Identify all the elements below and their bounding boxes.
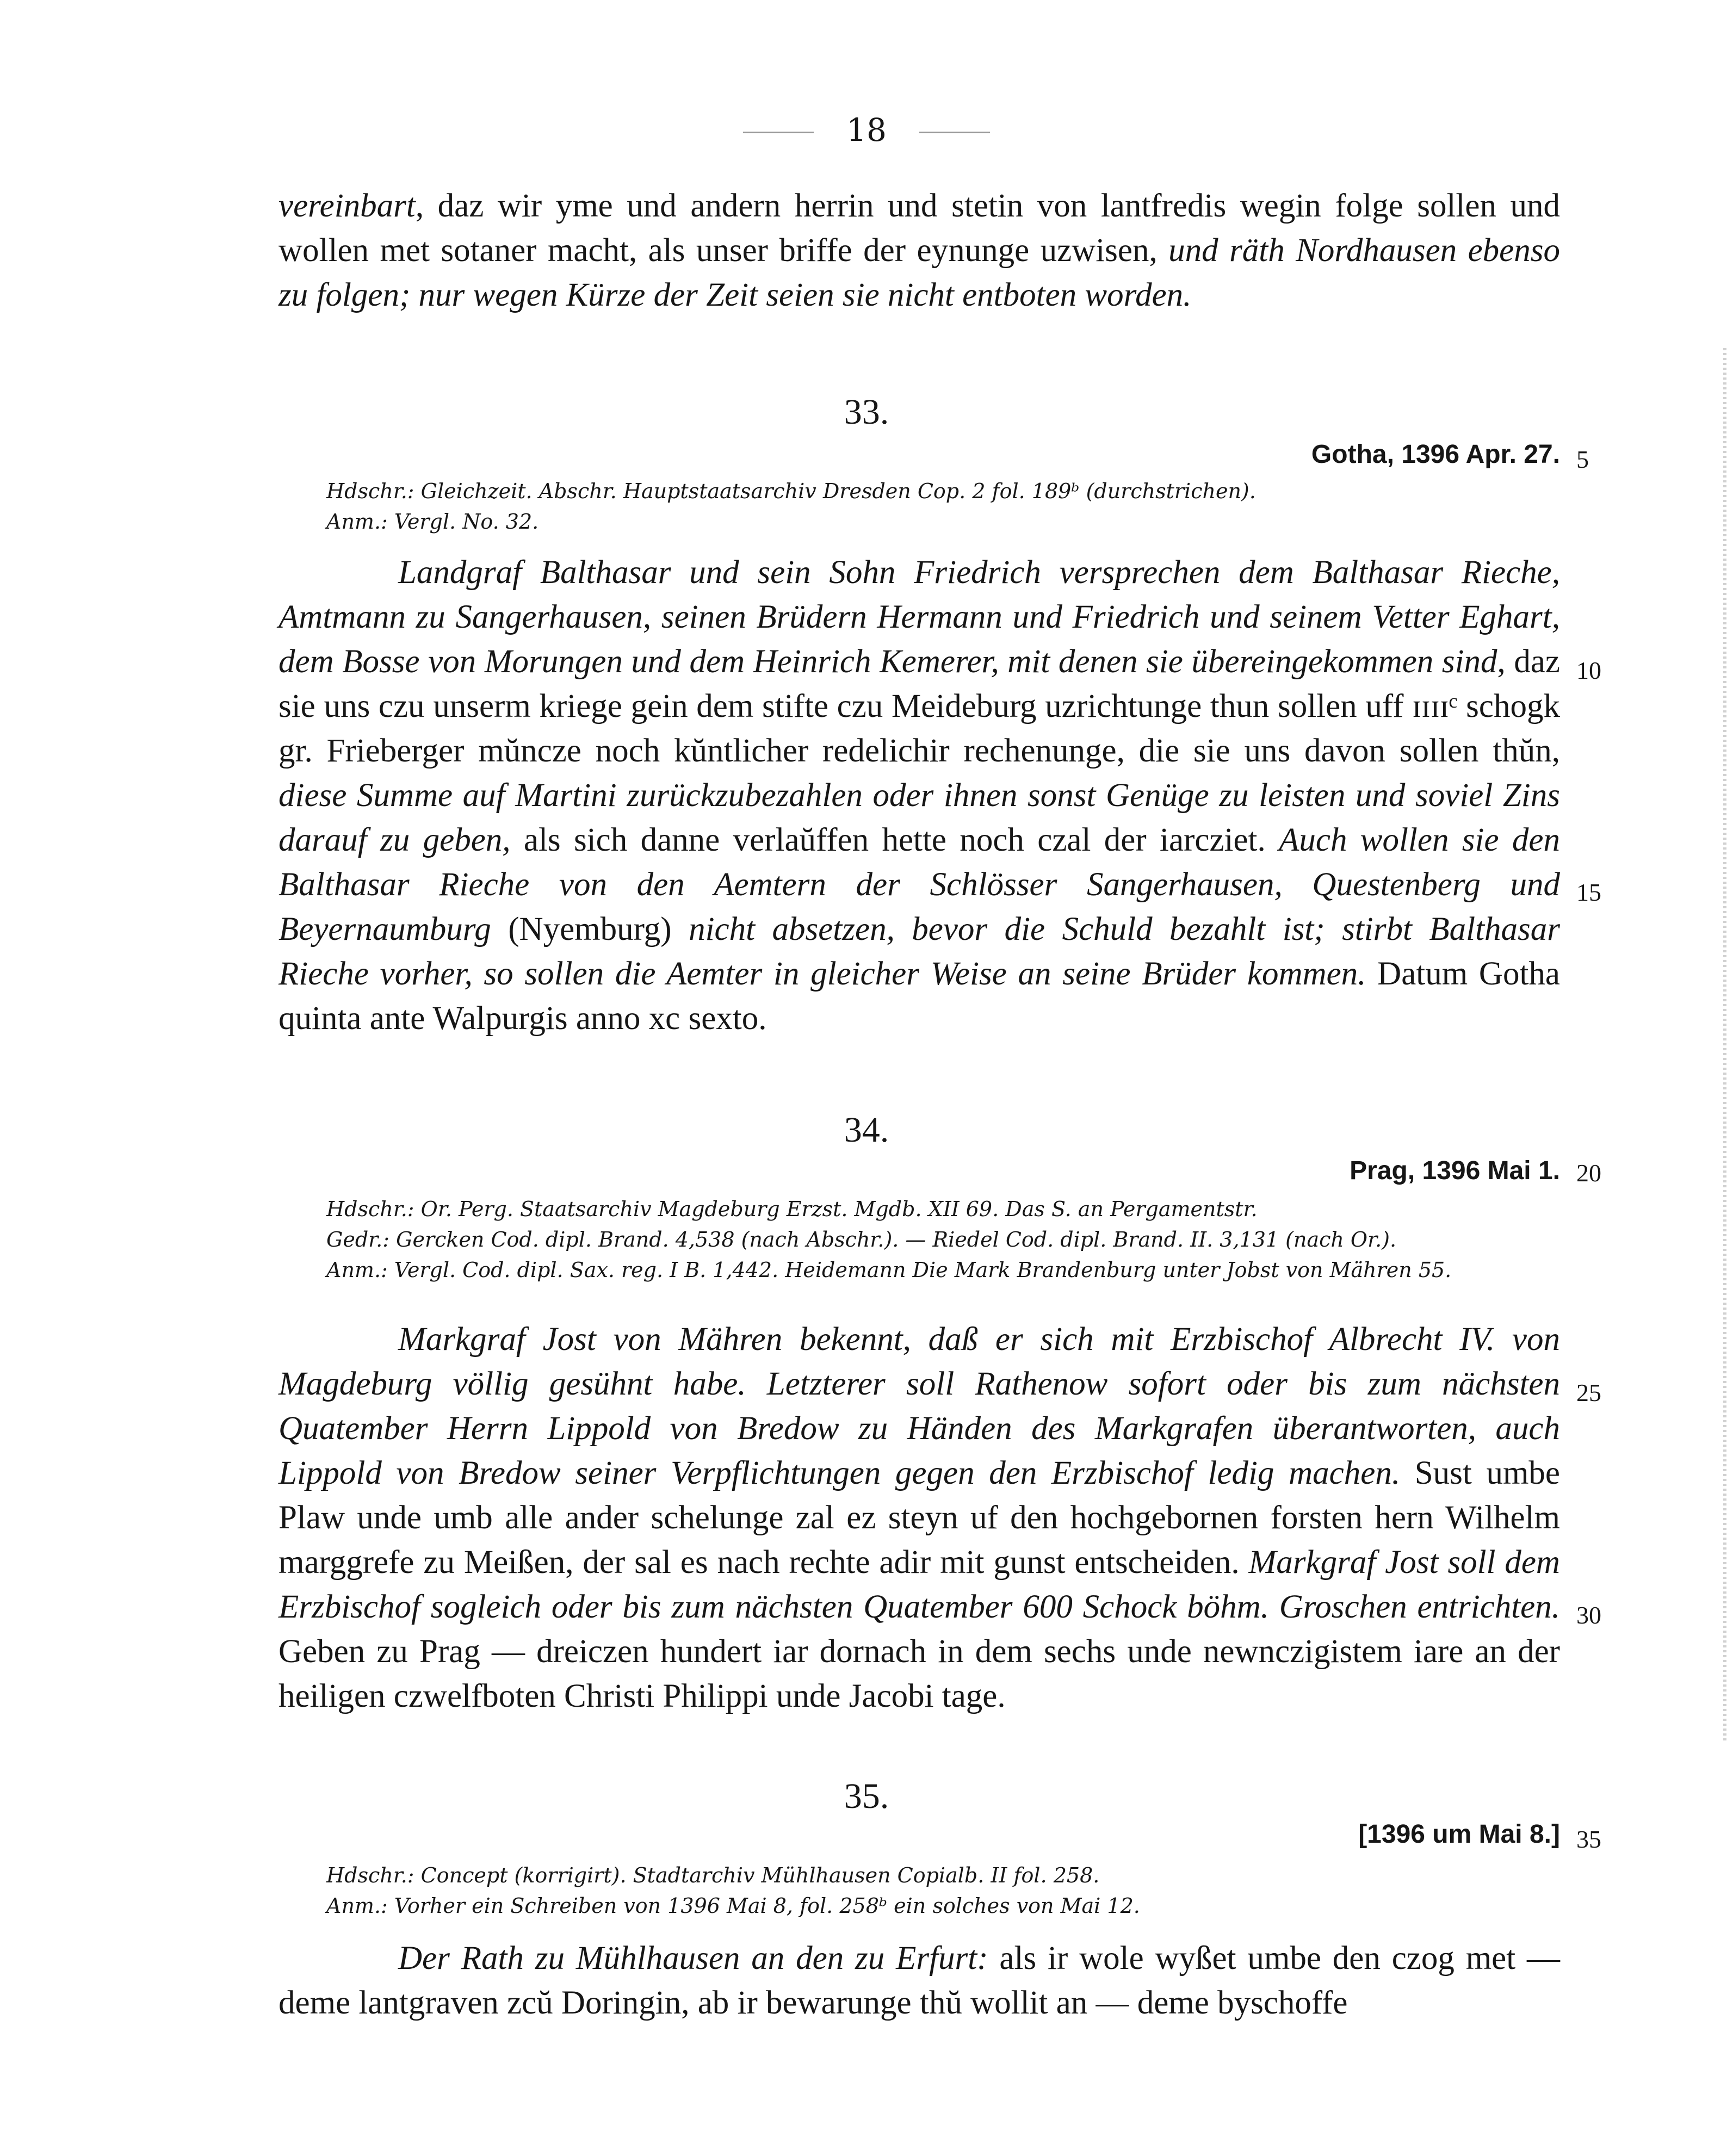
doc-34-source-line: Gedr.: Gercken Cod. dipl. Brand. 4,538 (nach Abschr.). — Riedel Cod. dipl. Brand. II. 3,131 (nach Or.). — [326, 1228, 1397, 1252]
doc-35-sources — [326, 1860, 1550, 1921]
margin-line-number: 35 — [1576, 1825, 1601, 1853]
margin-line-number: 10 — [1576, 656, 1601, 684]
margin-line-number: 30 — [1576, 1601, 1601, 1629]
margin-line-number: 5 — [1576, 445, 1589, 473]
doc-34-number: 34. — [844, 1110, 889, 1150]
header-rule-left — [743, 132, 814, 133]
margin-line-number: 20 — [1576, 1159, 1601, 1187]
doc-34-sources — [326, 1194, 1550, 1285]
doc-33-italic-3: Auch wollen sie den Balthasar Rieche von den Aemtern der Schlösser Sangerhausen, Questenberg und Beyernaumburg — [278, 822, 1560, 947]
doc-34-body-block — [278, 1317, 1560, 1719]
doc-33-sources — [326, 476, 1550, 537]
doc-33-italic-1: Landgraf Balthasar und sein Sohn Friedrich versprechen dem Balthasar Rieche, Amtmann zu Sangerhausen, seinen Brüdern Hermann und Friedrich und seinem Vetter Eghart, dem Bosse von Morungen und dem Heinrich Kemerer, mit denen sie übereingekommen sind — [278, 554, 1560, 680]
doc-33-body-block — [278, 550, 1560, 1041]
doc-35-place-date: [1396 um Mai 8.] — [1358, 1820, 1560, 1849]
doc-33-roman-2: als sich danne verlaŭffen hette noch czal der iarcziet. — [510, 822, 1279, 858]
doc-35-number: 35. — [844, 1776, 889, 1816]
doc-35-source-line: Anm.: Vorher ein Schreiben von 1396 Mai 8, fol. 258ᵇ ein solches von Mai 12. — [326, 1894, 1140, 1918]
doc-34-source-line: Hdschr.: Or. Perg. Staatsarchiv Magdeburg Erzst. Mgdb. XII 69. Das S. an Pergamentstr. — [326, 1197, 1258, 1221]
doc-35-italic-1: Der Rath zu Mühlhausen an den zu Erfurt: — [398, 1940, 988, 1977]
page-header — [0, 111, 1733, 148]
intro-italic-2: und räth Nordhausen ebenso zu folgen; nur wegen Kürze der Zeit seien sie nicht entboten worden. — [278, 232, 1560, 313]
intro-paragraph-block — [278, 184, 1560, 318]
doc-33-italic-2: diese Summe auf Martini zurückzubezahlen oder ihnen sonst Genüge zu leisten und soviel Zins darauf zu geben, — [278, 777, 1560, 858]
doc-33-roman-3: (Nyemburg) — [491, 911, 689, 947]
page-number: 18 — [846, 111, 887, 148]
doc-35-source-line: Hdschr.: Concept (korrigirt). Stadtarchiv Mühlhausen Copialb. II fol. 258. — [326, 1863, 1100, 1887]
doc-33-paragraph — [278, 550, 1560, 1041]
doc-33-roman-4: Datum Gotha quinta ante Walpurgis anno xc sexto. — [278, 956, 1560, 1037]
doc-33-italic-4: nicht absetzen, bevor die Schuld bezahlt ist; stirbt Balthasar Rieche vorher, so sollen die Aemter in gleicher Weise an seine Brüder kommen. — [278, 911, 1560, 992]
doc-34-italic-2: Markgraf Jost soll dem Erzbischof sogleich oder bis zum nächsten Quatember 600 Schock böhm. Groschen entrichten. — [278, 1544, 1560, 1625]
doc-33-roman-1: , daz sie uns czu unserm kriege gein dem stifte czu Meideburg uzrichtunge thun sollen uff ɪɪɪɪᶜ schogk gr. Frieberger mŭncze noch kŭntlicher redelichir rechenunge, die sie uns davon sollen thŭn, — [278, 643, 1560, 769]
doc-33-source-line: Hdschr.: Gleichzeit. Abschr. Hauptstaatsarchiv Dresden Cop. 2 fol. 189ᵇ (durchstrichen). — [326, 479, 1256, 503]
header-rule-right — [919, 132, 990, 133]
doc-33-place-date: Gotha, 1396 Apr. 27. — [1311, 440, 1560, 469]
doc-33-number: 33. — [844, 392, 889, 432]
doc-33-source-line: Anm.: Vergl. No. 32. — [326, 510, 539, 534]
doc-35-paragraph — [278, 1936, 1560, 2025]
scan-edge-shadow — [1723, 348, 1726, 1740]
doc-34-source-line: Anm.: Vergl. Cod. dipl. Sax. reg. I B. 1,442. Heidemann Die Mark Brandenburg unter Jobst von Mähren 55. — [326, 1258, 1452, 1282]
margin-line-number: 25 — [1576, 1379, 1601, 1407]
intro-paragraph — [278, 184, 1560, 318]
intro-italic-1: vereinbart — [278, 188, 416, 224]
doc-34-paragraph — [278, 1317, 1560, 1719]
doc-34-roman-2: Geben zu Prag — dreiczen hundert iar dornach in dem sechs unde newnczigistem iare an der heiligen czwelfboten Christi Philippi unde Jacobi tage. — [278, 1633, 1560, 1714]
doc-35-body-block — [278, 1936, 1560, 2025]
doc-34-place-date: Prag, 1396 Mai 1. — [1350, 1156, 1560, 1185]
intro-roman-1: , daz wir yme und andern herrin und stetin von lantfredis wegin folge sollen und wollen met sotaner macht, als unser briffe der eynunge uzwisen, — [278, 188, 1560, 269]
doc-34-roman-1: Sust umbe Plaw unde umb alle ander schelunge zal ez steyn uf den hochgebornen forsten hern Wilhelm marggrefe zu Meißen, der sal es nach rechte adir mit gunst entscheiden. — [278, 1455, 1560, 1581]
doc-34-italic-1: Markgraf Jost von Mähren bekennt, daß er sich mit Erzbischof Albrecht IV. von Magdeburg völlig gesühnt habe. Letzterer soll Rathenow sofort oder bis zum nächsten Quatember Herrn Lippold von Bredow zu Händen des Markgrafen überantworten, auch Lippold von Bredow seiner Verpflichtungen gegen den Erzbischof ledig machen. — [278, 1321, 1560, 1491]
margin-line-number: 15 — [1576, 878, 1601, 906]
doc-35-roman-1: als ir wole wyßet umbe den czog met — deme lantgraven zcŭ Doringin, ab ir bewarunge thŭ wollit an — deme byschoffe — [278, 1940, 1561, 2021]
